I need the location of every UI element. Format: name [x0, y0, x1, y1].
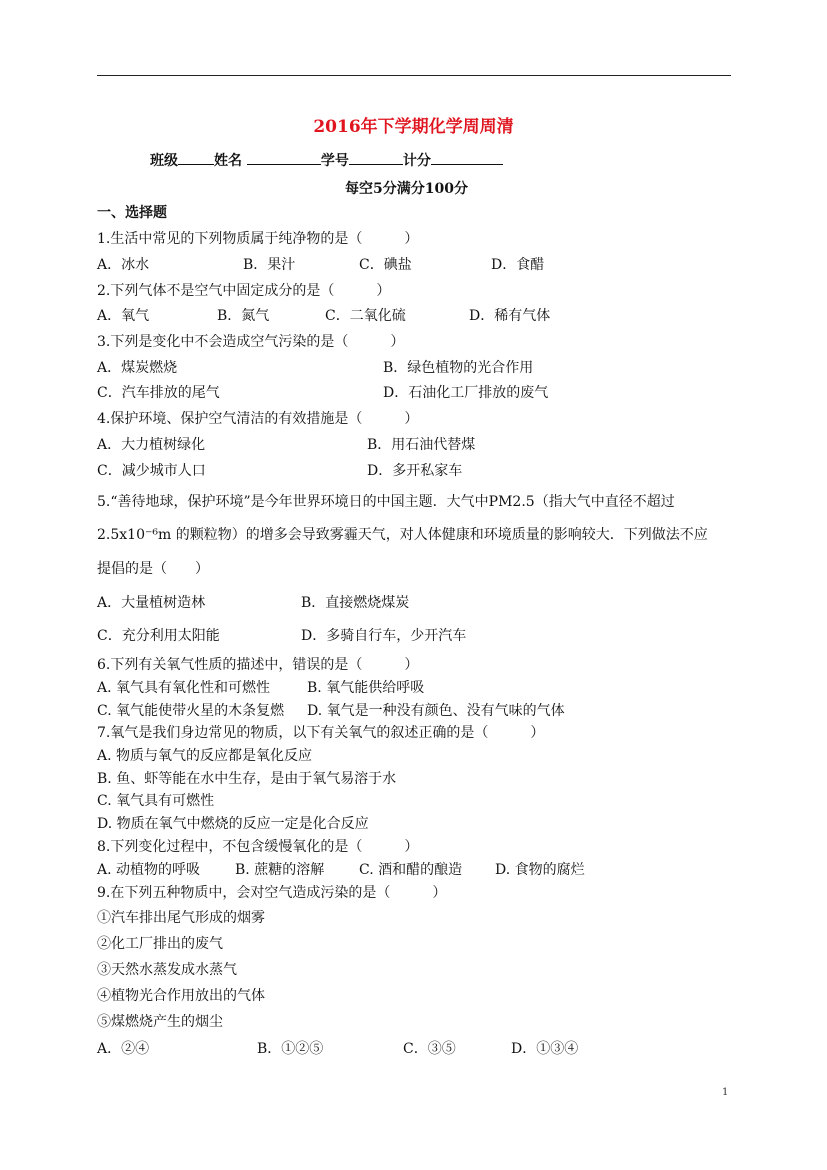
question-9-stem: 9.在下列五种物质中，会对空气造成污染的是（ ）: [97, 885, 447, 901]
option-d[interactable]: D．稀有气体: [469, 308, 551, 324]
list-item: ①汽车排出尾气形成的烟雾: [97, 910, 265, 926]
question-2-stem: 2.下列气体不是空气中固定成分的是（ ）: [97, 283, 391, 299]
option-d[interactable]: D. 物质在氧气中燃烧的反应一定是化合反应: [97, 816, 369, 832]
option-a[interactable]: A．大量植树造林: [97, 595, 206, 611]
option-b[interactable]: B．氮气: [217, 308, 270, 324]
option-c[interactable]: C. 氧气具有可燃性: [97, 793, 215, 809]
option-a[interactable]: A．煤炭燃烧: [97, 360, 178, 376]
option-d[interactable]: D. 氧气是一种没有颜色、没有气味的气体: [307, 703, 565, 719]
option-c[interactable]: C．减少城市人口: [97, 463, 206, 479]
option-d[interactable]: D．食醋: [491, 257, 545, 273]
list-item: ③天然水蒸发成水蒸气: [97, 962, 237, 978]
question-5-stem-line2: 2.5x10⁻⁶m 的颗粒物）的增多会导致雾霾天气，对人体健康和环境质量的影响较大．下列做法不应: [97, 527, 708, 543]
option-b[interactable]: B. 鱼、虾等能在水中生存，是由于氧气易溶于水: [97, 771, 397, 787]
option-d[interactable]: D．①③④: [511, 1041, 579, 1057]
option-d[interactable]: D．多开私家车: [367, 463, 463, 479]
class-label: 班级: [150, 153, 178, 169]
option-d[interactable]: D. 食物的腐烂: [495, 862, 585, 878]
score-note: 每空5分满分100分: [345, 181, 468, 197]
option-c[interactable]: C．充分利用太阳能: [97, 628, 220, 644]
student-info-line: [150, 149, 503, 170]
question-4-stem: 4.保护环境、保护空气清洁的有效措施是（ ）: [97, 411, 419, 427]
option-a[interactable]: A. 氧气具有氧化性和可燃性: [97, 680, 271, 696]
page-number: 1: [722, 1087, 729, 1098]
name-blank[interactable]: [247, 149, 321, 165]
question-5-stem: 5.“善待地球，保护环境”是今年世界环境日的中国主题．大气中PM2.5（指大气中直径不超过: [97, 494, 675, 510]
option-a[interactable]: A. 物质与氧气的反应都是氧化反应: [97, 748, 313, 764]
number-label: 学号: [320, 153, 349, 169]
class-blank[interactable]: [178, 149, 214, 165]
option-c[interactable]: C．③⑤: [403, 1041, 456, 1057]
option-d[interactable]: D．石油化工厂排放的废气: [383, 385, 549, 401]
question-7-stem: 7.氧气是我们身边常见的物质，以下有关氧气的叙述正确的是（ ）: [97, 725, 545, 741]
option-a[interactable]: A．冰水: [97, 257, 150, 273]
option-b[interactable]: B．绿色植物的光合作用: [383, 360, 534, 376]
header-rule: [97, 75, 731, 76]
option-b[interactable]: B．果汁: [243, 257, 296, 273]
option-c[interactable]: C．汽车排放的尾气: [97, 385, 220, 401]
list-item: ⑤煤燃烧产生的烟尘: [97, 1014, 223, 1030]
option-b[interactable]: B. 氧气能供给呼吸: [307, 680, 425, 696]
page-title: 2016年下学期化学周周清: [313, 117, 514, 137]
option-d[interactable]: D．多骑自行车，少开汽车: [301, 628, 467, 644]
option-a[interactable]: A. 动植物的呼吸: [97, 862, 201, 878]
question-5-stem-line3: 提倡的是（ ）: [97, 561, 209, 577]
option-b[interactable]: B. 蔗糖的溶解: [235, 862, 325, 878]
section-heading: 一、选择题: [97, 205, 167, 221]
option-a[interactable]: A．大力植树绿化: [97, 437, 206, 453]
question-6-stem: 6.下列有关氧气性质的描述中，错误的是（ ）: [97, 657, 419, 673]
option-a[interactable]: A．氧气: [97, 308, 150, 324]
option-b[interactable]: B．直接燃烧煤炭: [301, 595, 410, 611]
option-c[interactable]: C. 氧气能使带火星的木条复燃: [97, 703, 285, 719]
list-item: ④植物光合作用放出的气体: [97, 988, 265, 1004]
score-label: 计分: [402, 153, 431, 169]
list-item: ②化工厂排出的废气: [97, 936, 223, 952]
option-c[interactable]: C．二氧化硫: [325, 308, 406, 324]
option-b[interactable]: B．用石油代替煤: [367, 437, 476, 453]
question-1-stem: 1.生活中常见的下列物质属于纯净物的是（ ）: [97, 231, 419, 247]
name-label: 姓名: [214, 153, 242, 169]
number-blank[interactable]: [349, 149, 403, 165]
option-c[interactable]: C. 酒和醋的酿造: [359, 862, 463, 878]
option-a[interactable]: A．②④: [97, 1041, 150, 1057]
score-blank[interactable]: [431, 149, 503, 165]
question-3-stem: 3.下列是变化中不会造成空气污染的是（ ）: [97, 334, 405, 350]
option-b[interactable]: B．①②⑤: [257, 1041, 324, 1057]
question-8-stem: 8.下列变化过程中，不包含缓慢氧化的是（ ）: [97, 839, 419, 855]
option-c[interactable]: C．碘盐: [359, 257, 412, 273]
